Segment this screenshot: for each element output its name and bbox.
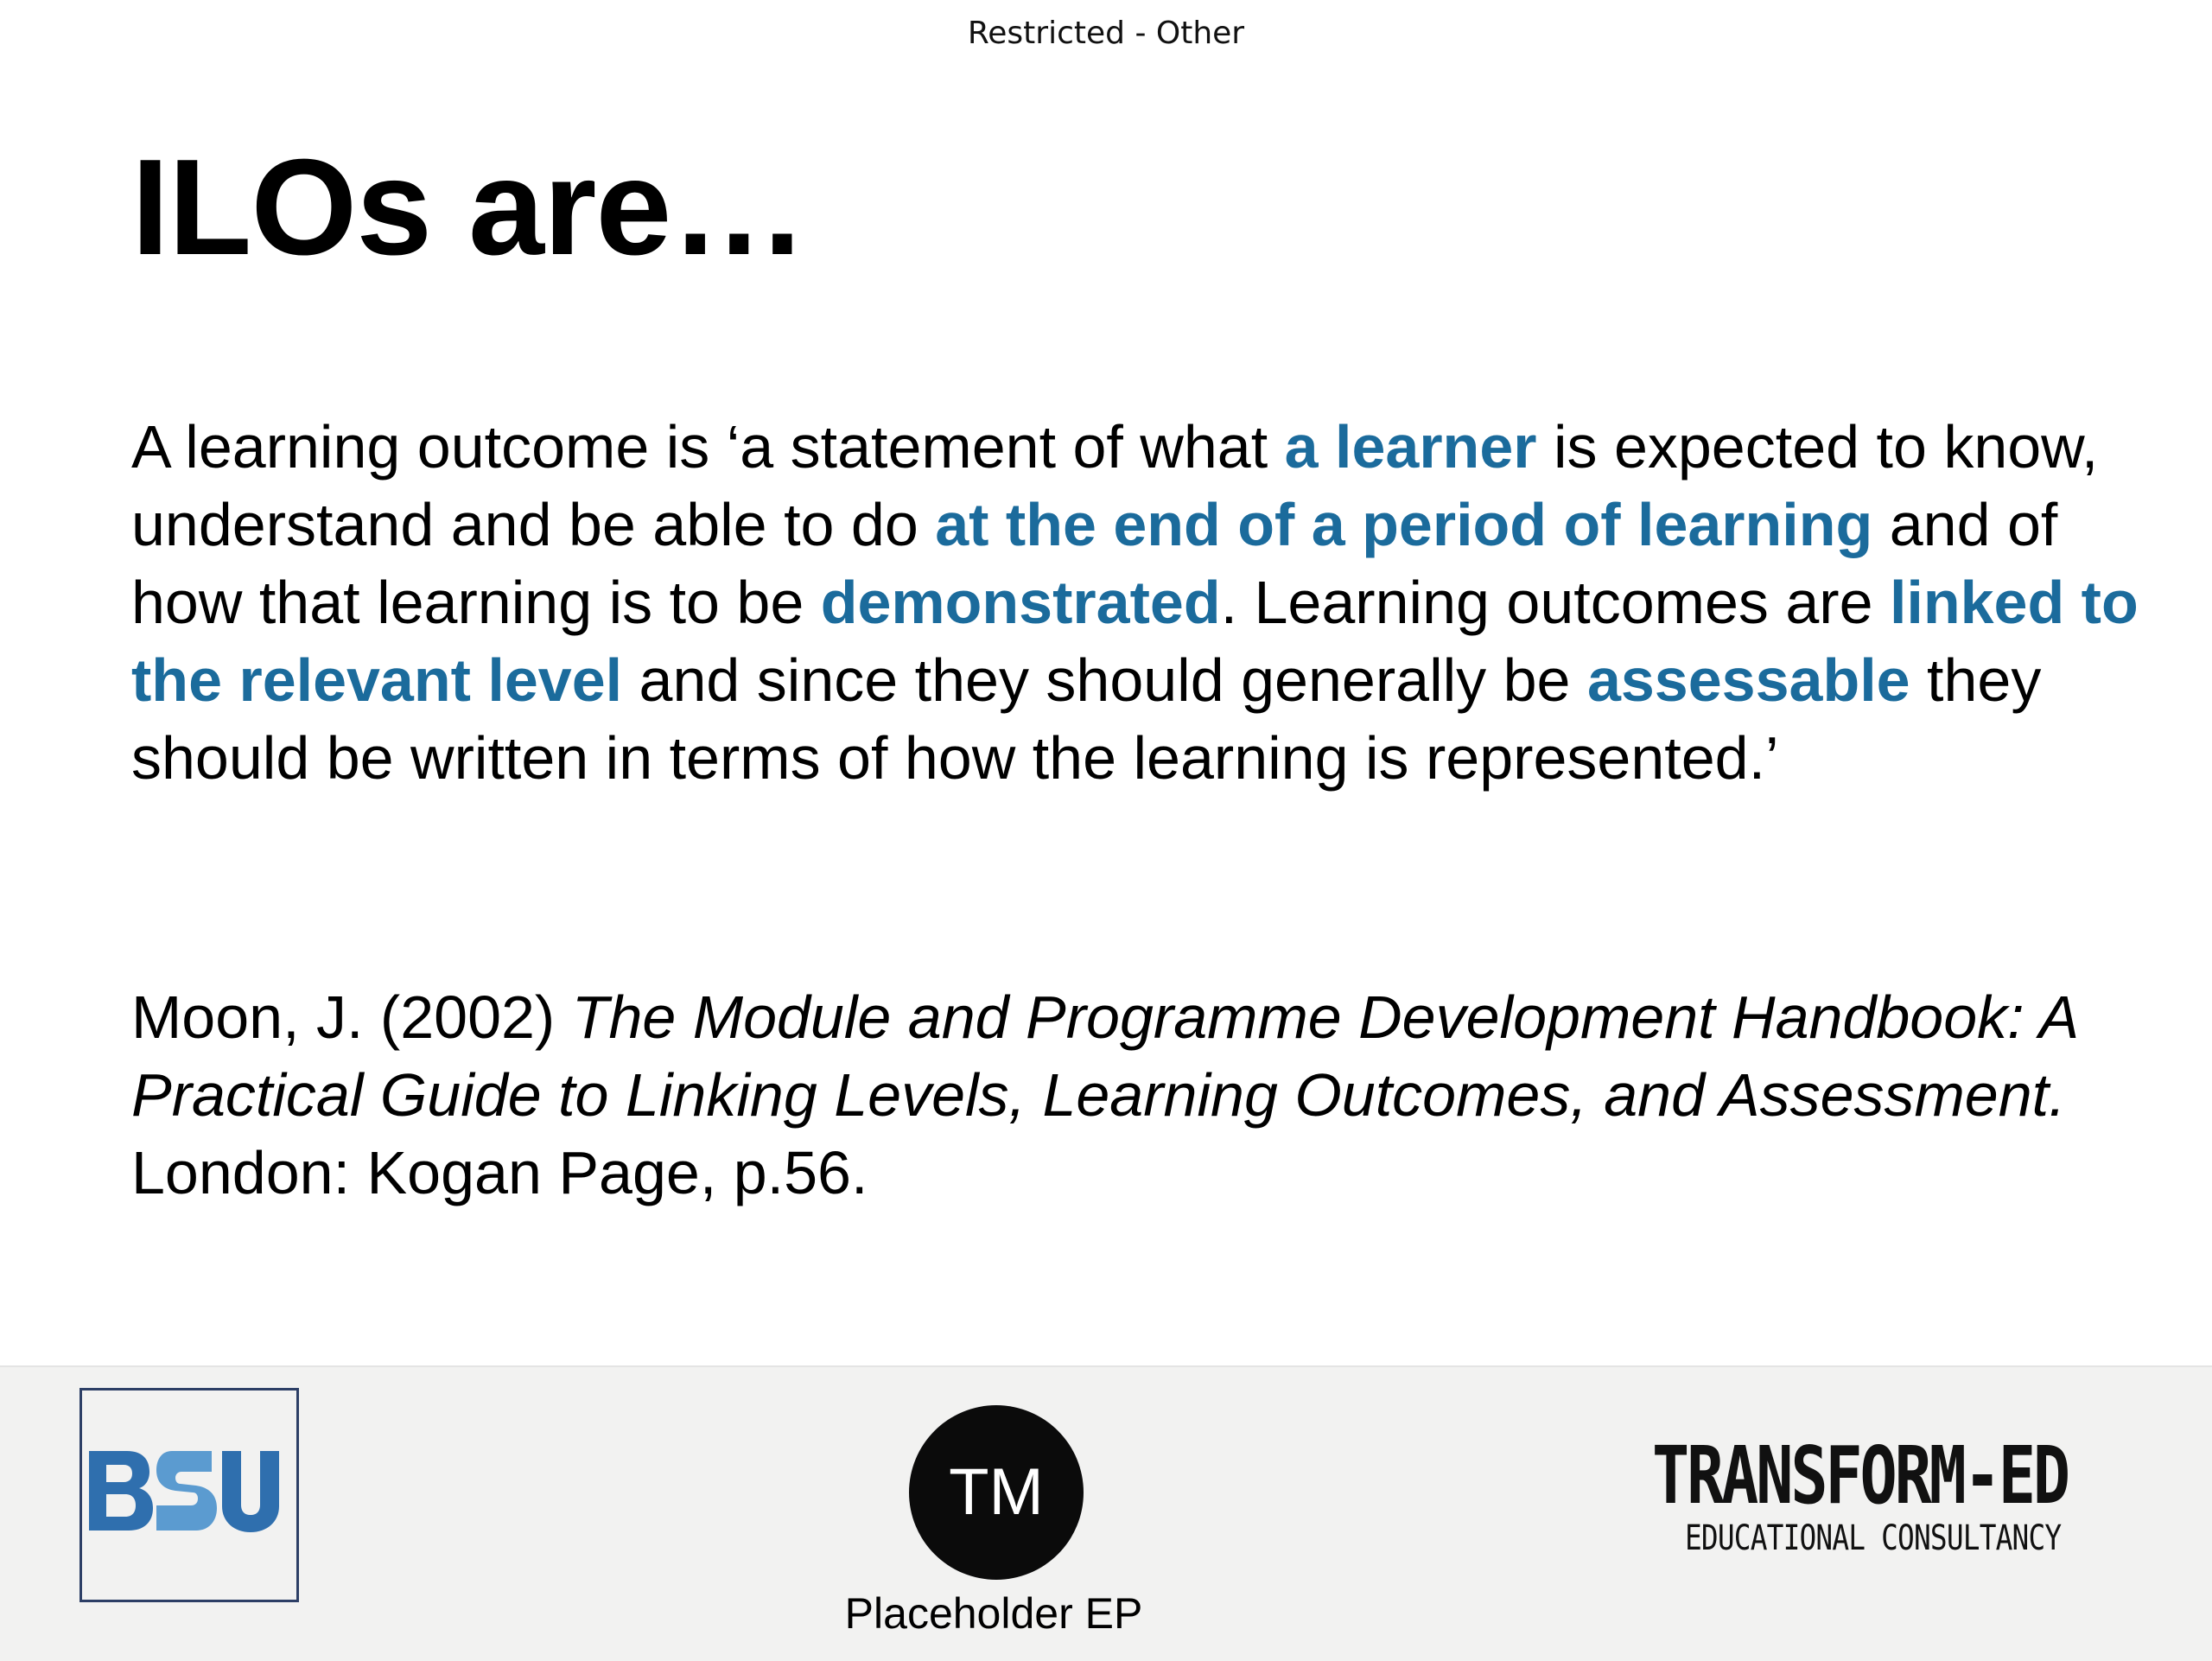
definition-text: and since they should generally be [622,646,1587,714]
definition-text: . Learning outcomes are [1220,569,1890,636]
highlight-period: at the end of a period of learning [935,491,1873,558]
citation-publisher: London: Kogan Page, p.56. [131,1139,868,1206]
bsu-logo [79,1388,299,1602]
highlight-learner: a learner [1284,413,1537,480]
highlight-level: linked to the relevant level [131,569,2139,714]
tm-logo: TM [909,1405,1084,1580]
definition-text: and of how that learning is to be [131,491,2058,636]
definition-text: they should be written in terms of how the learning is represented.’ [131,646,2042,792]
transform-ed-subtitle: EDUCATIONAL CONSULTANCY [1685,1518,2062,1558]
classification-label: Restricted - Other [967,16,1245,51]
citation [131,978,2145,1212]
highlight-assessable: assessable [1586,646,1910,714]
slide-title: ILOs are… [131,131,807,283]
transform-ed-name: TRANSFORM-ED [1652,1429,2069,1522]
definition-text: is expected to know, understand and be able to do [131,413,2099,558]
tm-logo-label: Placeholder EP [844,1589,1143,1638]
bsu-logo-mark [82,1391,296,1600]
transform-ed-logo [1652,1429,2136,1558]
citation-book-title: The Module and Programme Development Handbook: A Practical Guide to Linking Levels, Learning Outcomes, and Assessment. [131,983,2077,1129]
citation-author: Moon, J. (2002) [131,983,572,1051]
footer-bar [0,1365,2212,1661]
highlight-demonstrated: demonstrated [820,569,1221,636]
definition-text: A learning outcome is ‘a statement of what [131,413,1285,480]
definition-paragraph [131,408,2145,797]
